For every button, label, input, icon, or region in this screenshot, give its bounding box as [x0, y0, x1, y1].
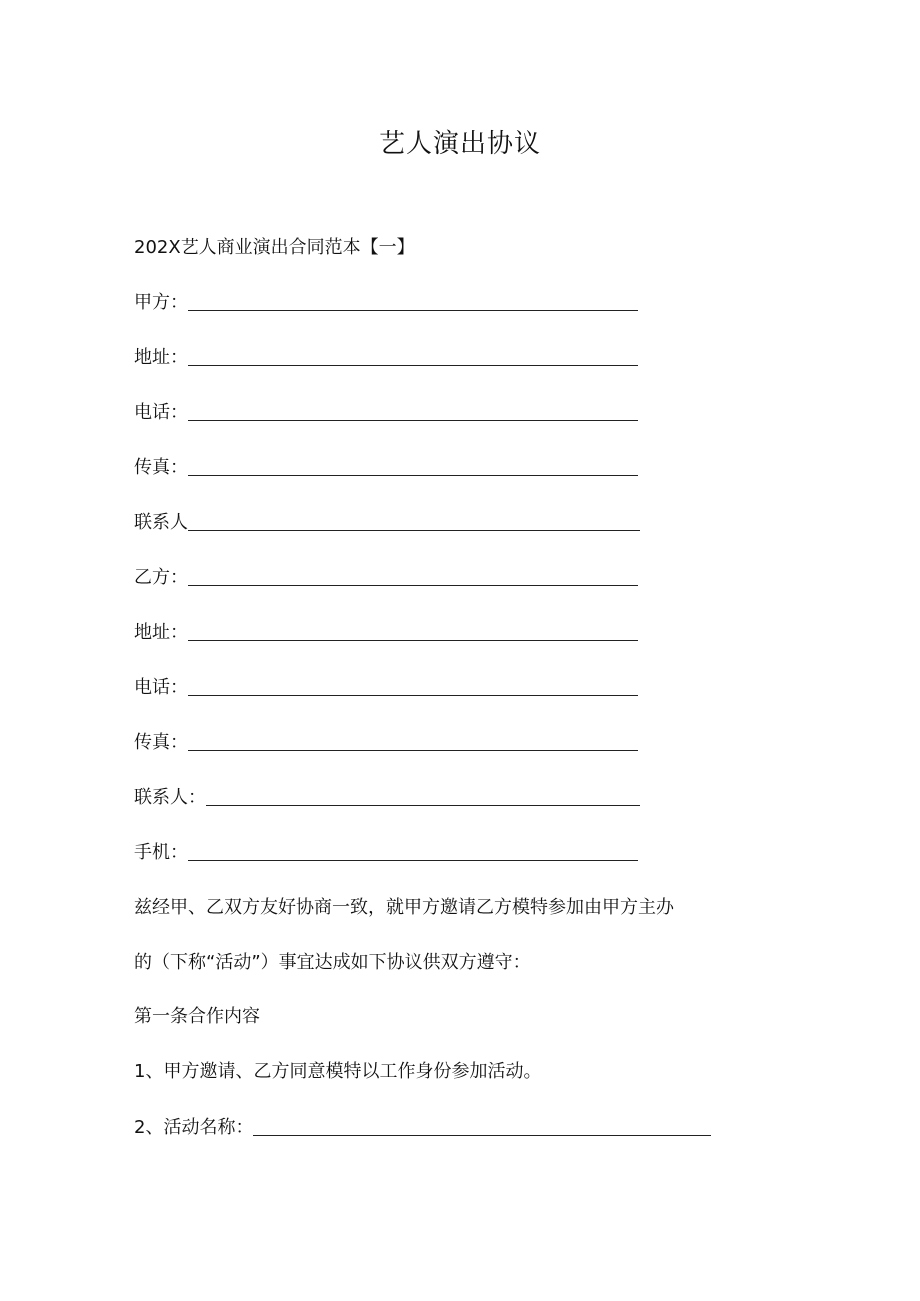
fill-in-line: [206, 777, 640, 806]
field-label: 传真：: [134, 457, 188, 478]
fill-in-line: [188, 832, 638, 861]
party-b-contact-field: [134, 782, 640, 812]
document-title: 艺人演出协议: [378, 129, 541, 159]
fill-in-line: [188, 557, 638, 586]
field-label: 甲方：: [134, 292, 188, 313]
field-label: 电话：: [134, 677, 188, 698]
fill-in-line: [253, 1107, 711, 1136]
field-label: 联系人：: [134, 787, 206, 808]
party-a-phone-field: [134, 397, 638, 427]
party-a-address-field: [134, 342, 638, 372]
article-1-heading: 第一条合作内容: [134, 1006, 260, 1027]
party-a-contact-field: [134, 507, 640, 537]
field-label: 手机：: [134, 842, 188, 863]
fill-in-line: [188, 447, 638, 476]
field-label: 地址：: [134, 622, 188, 643]
field-label: 乙方：: [134, 567, 188, 588]
party-b-name-field: [134, 562, 638, 592]
fill-in-line: [188, 722, 638, 751]
field-label: 地址：: [134, 347, 188, 368]
party-b-mobile-field: [134, 837, 638, 867]
party-b-address-field: [134, 617, 638, 647]
preamble-line-1: 兹经甲、乙双方友好协商一致，就甲方邀请乙方模特参加由甲方主办: [134, 897, 674, 918]
party-a-name-field: [134, 287, 638, 317]
fill-in-line: [188, 337, 638, 366]
party-b-fax-field: [134, 727, 638, 757]
fill-in-line: [188, 667, 638, 696]
party-b-phone-field: [134, 672, 638, 702]
activity-name-field: [134, 1112, 711, 1142]
fill-in-line: [188, 612, 638, 641]
fill-in-line: [188, 502, 640, 531]
fill-in-line: [188, 392, 638, 421]
party-a-fax-field: [134, 452, 638, 482]
preamble-line-2: 的（下称“活动”）事宜达成如下协议供双方遵守：: [134, 952, 531, 973]
field-label: 传真：: [134, 732, 188, 753]
clause-1: 1、甲方邀请、乙方同意模特以工作身份参加活动。: [134, 1061, 542, 1082]
fill-in-line: [188, 282, 638, 311]
document-subtitle: 202X艺人商业演出合同范本【一】: [134, 237, 415, 258]
field-label: 联系人: [134, 512, 188, 533]
field-label: 2、活动名称：: [134, 1117, 254, 1138]
field-label: 电话：: [134, 402, 188, 423]
